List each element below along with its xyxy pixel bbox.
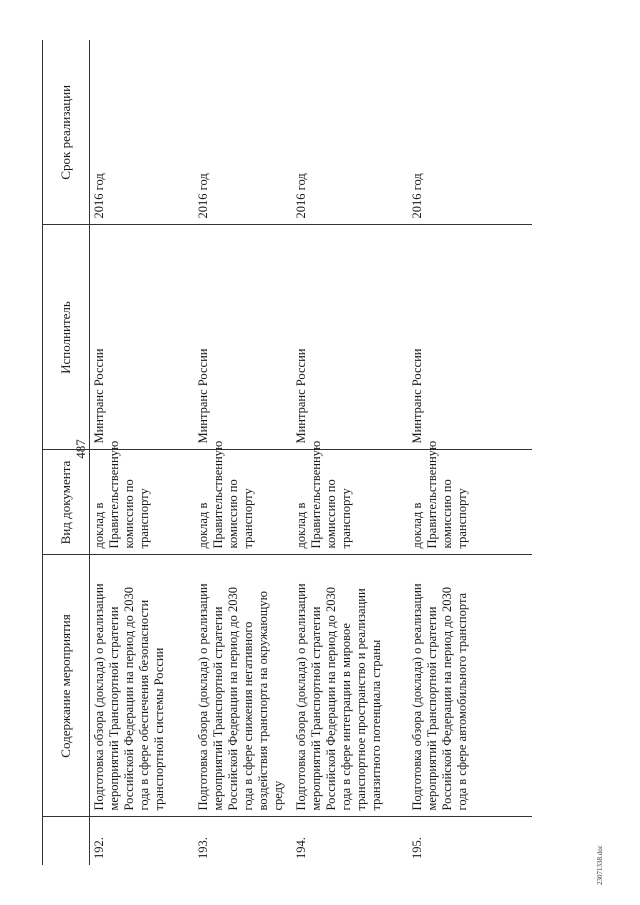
row-number: 195. (410, 837, 424, 859)
row-content: Подготовка обзора (доклада) о реализации мероприятий Транспортной стратегии Российской Федерации на период до 2030 года в сфере обеспечения безопасности транспортной системы России (90, 555, 195, 817)
row-term: 2016 год (292, 40, 408, 225)
header-term: Срок реализации (43, 40, 90, 225)
document-id: 23071338.doc (596, 845, 604, 885)
table-row (408, 40, 532, 865)
row-number: 192. (92, 837, 106, 859)
header-document-type: Вид документа (43, 450, 90, 555)
row-number: 193. (196, 837, 210, 859)
row-content: Подготовка обзора (доклада) о реализации мероприятий Транспортной стратегии Российской Федерации на период до 2030 года в сфере интеграции в мировое транспортное пространство и реализации транзитного потенциала страны (292, 555, 408, 817)
row-term: 2016 год (408, 40, 532, 225)
header-number (43, 817, 90, 865)
row-term: 2016 год (90, 40, 195, 225)
row-document-type: доклад в Правительственную комиссию по транспорту (408, 450, 532, 555)
header-executor: Исполнитель (43, 225, 90, 450)
table-row (90, 40, 195, 865)
measures-table (42, 40, 532, 865)
row-content: Подготовка обзора (доклада) о реализации мероприятий Транспортной стратегии Российской Федерации на период до 2030 года в сфере автомобильного транспорта (408, 555, 532, 817)
row-executor: Минтранс России (408, 225, 532, 450)
header-content: Содержание мероприятия (43, 555, 90, 817)
row-document-type: доклад в Правительственную комиссию по транспорту (292, 450, 408, 555)
row-term: 2016 год (194, 40, 292, 225)
row-executor: Минтранс России (292, 225, 408, 450)
table-header-row (43, 40, 90, 865)
table-row (292, 40, 408, 865)
row-document-type: доклад в Правительственную комиссию по транспорту (194, 450, 292, 555)
row-document-type: доклад в Правительственную комиссию по транспорту (90, 450, 195, 555)
row-executor: Минтранс России (194, 225, 292, 450)
table-row (194, 40, 292, 865)
row-number: 194. (294, 837, 308, 859)
row-executor: Минтранс России (90, 225, 195, 450)
page-number: 487 (73, 439, 88, 459)
row-content: Подготовка обзора (доклада) о реализации мероприятий Транспортной стратегии Российской Федерации на период до 2030 года в сфере снижения негативного воздействия транспорта на окружающую среду (194, 555, 292, 817)
